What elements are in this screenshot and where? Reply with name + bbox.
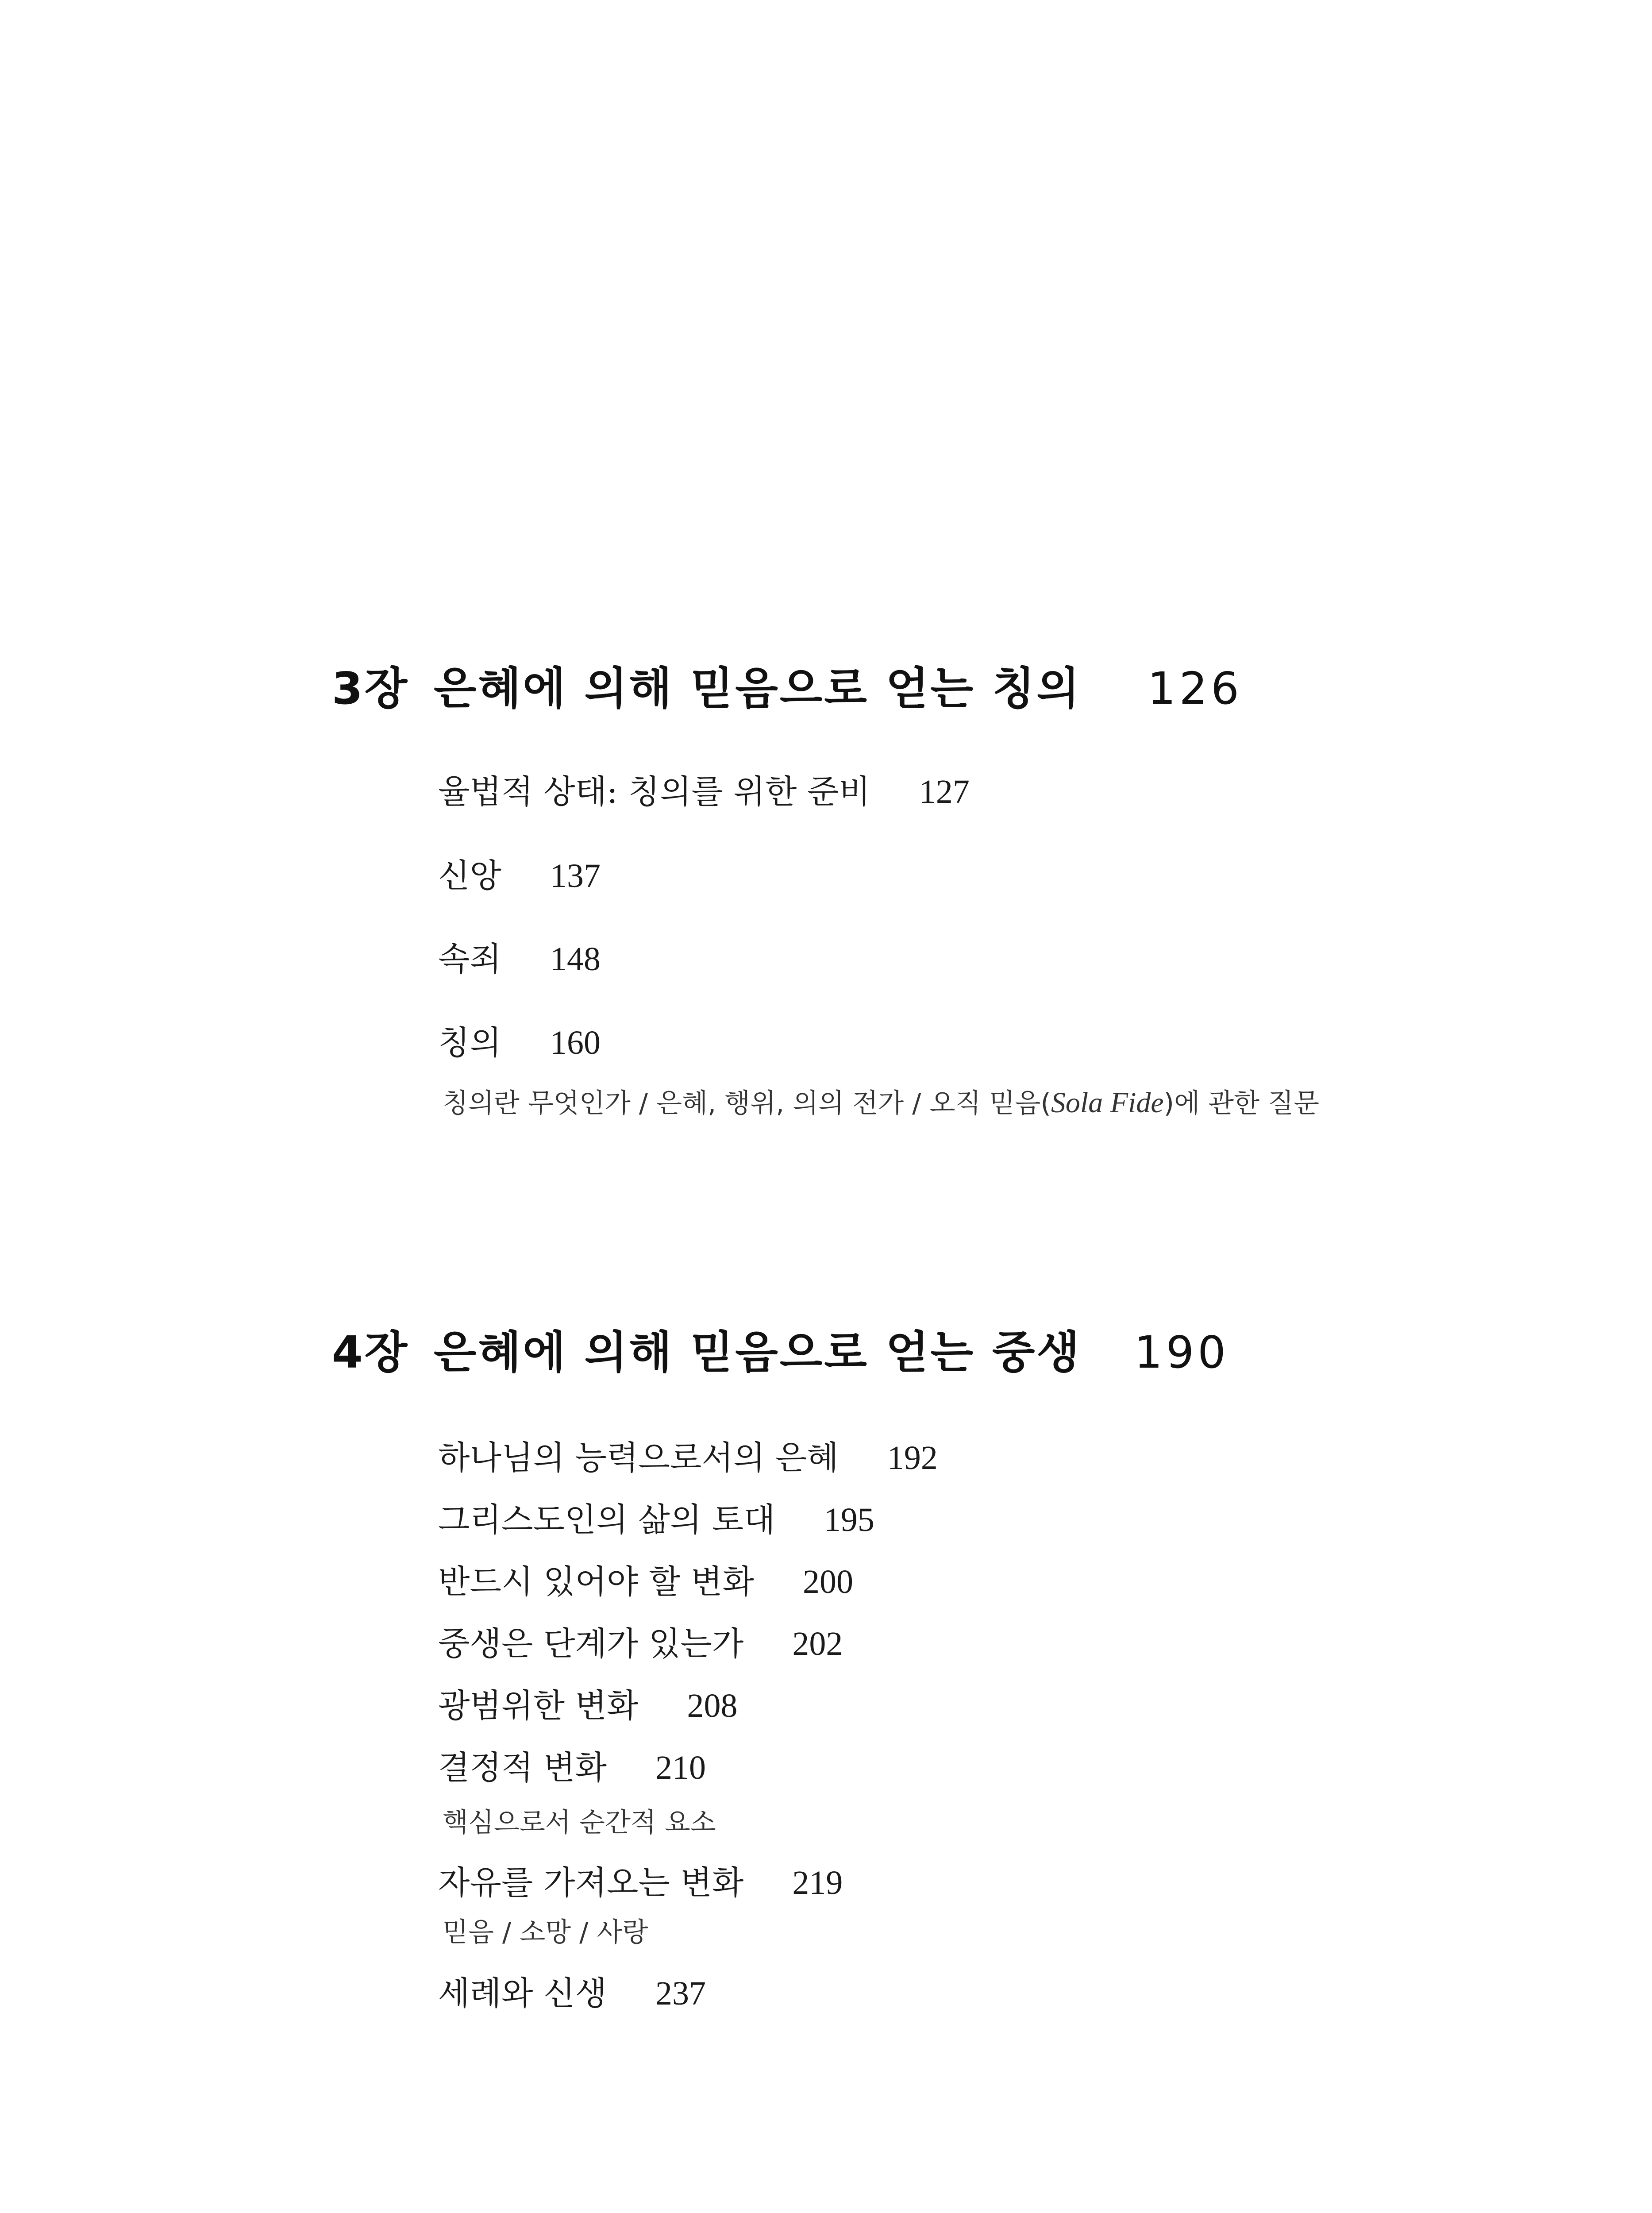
toc-entry <box>438 1742 706 1789</box>
toc-entry <box>438 1680 737 1727</box>
toc-entry <box>438 1618 843 1665</box>
toc-subentry <box>443 1082 1319 1120</box>
chapter-number: 3장 <box>332 663 409 714</box>
toc-entry <box>438 850 601 897</box>
chapter-3-heading <box>332 653 1243 717</box>
toc-entry <box>438 1556 853 1603</box>
toc-entry <box>438 933 601 980</box>
toc-entry-title: 자유를 가져오는 변화 <box>438 1864 744 1902</box>
chapter-4-heading <box>332 1317 1229 1380</box>
toc-entry-title: 속죄 <box>438 940 501 978</box>
toc-entry <box>438 1494 874 1541</box>
toc-entry-title: 그리스도인의 삶의 토대 <box>438 1501 775 1539</box>
toc-entry-title: 칭의 <box>438 1024 501 1062</box>
subentry-text: 핵심으로서 순간적 요소 <box>443 1807 716 1838</box>
subentry-italic: Sola Fide <box>1051 1087 1164 1119</box>
toc-entry-title: 결정적 변화 <box>438 1749 607 1787</box>
toc-entry-title: 세례와 신생 <box>438 1974 607 2013</box>
chapter-title: 은혜에 의해 믿음으로 얻는 칭의 <box>434 663 1082 714</box>
chapter-page: 126 <box>1148 663 1243 714</box>
toc-entry-page: 219 <box>792 1864 843 1901</box>
subentry-text-end: )에 관한 질문 <box>1163 1088 1320 1119</box>
toc-entry-title: 반드시 있어야 할 변화 <box>438 1563 754 1601</box>
toc-entry <box>438 1432 938 1479</box>
subentry-text: 칭의란 무엇인가 / 은혜, 행위, 의의 전가 / 오직 믿음( <box>443 1088 1051 1119</box>
toc-entry-title: 율법적 상태: 칭의를 위한 준비 <box>438 773 870 811</box>
toc-subentry <box>443 1911 648 1949</box>
toc-entry-title: 신앙 <box>438 857 501 895</box>
toc-entry-page: 195 <box>824 1501 874 1538</box>
chapter-title: 은혜에 의해 믿음으로 얻는 중생 <box>434 1326 1082 1378</box>
toc-entry <box>438 1857 843 1904</box>
chapter-page: 190 <box>1134 1326 1229 1378</box>
toc-entry-page: 208 <box>687 1687 738 1724</box>
chapter-number: 4장 <box>332 1326 409 1378</box>
toc-entry <box>438 1967 706 2014</box>
subentry-text: 믿음 / 소망 / 사랑 <box>443 1917 648 1948</box>
toc-entry-page: 160 <box>550 1024 601 1061</box>
toc-entry-page: 200 <box>802 1563 853 1600</box>
toc-entry-page: 192 <box>887 1439 938 1477</box>
toc-subentry <box>443 1801 716 1839</box>
toc-entry-title: 중생은 단계가 있는가 <box>438 1625 744 1663</box>
toc-entry-page: 137 <box>550 857 601 894</box>
toc-entry <box>438 766 970 813</box>
toc-entry <box>438 1017 601 1064</box>
toc-entry-page: 148 <box>550 941 601 978</box>
toc-entry-title: 광범위한 변화 <box>438 1687 639 1725</box>
toc-entry-page: 127 <box>919 773 970 810</box>
toc-entry-page: 237 <box>655 1975 706 2012</box>
toc-entry-page: 210 <box>655 1749 706 1786</box>
toc-entry-page: 202 <box>792 1625 843 1662</box>
toc-entry-title: 하나님의 능력으로서의 은혜 <box>438 1439 839 1477</box>
